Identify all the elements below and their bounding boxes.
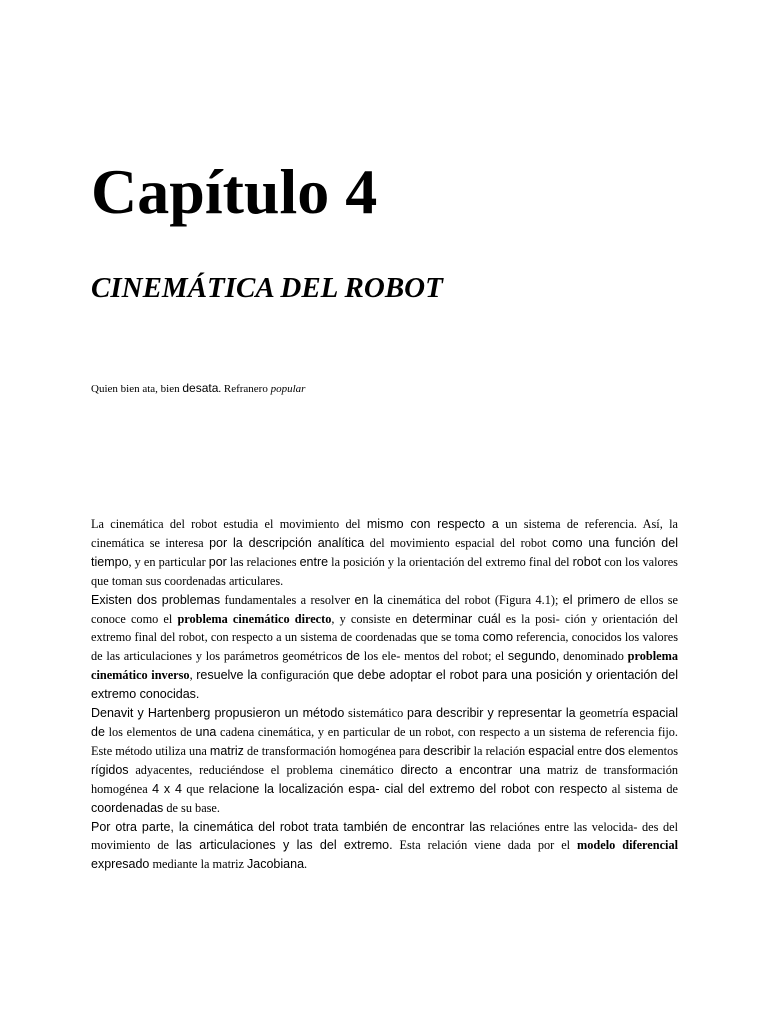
- text-run: determinar cuál: [412, 611, 501, 626]
- text-run: 4 x 4: [152, 781, 182, 796]
- paragraph-1: [91, 515, 678, 591]
- text-run: segundo,: [507, 649, 560, 664]
- text-run: matriz: [209, 743, 244, 758]
- text-run: la posición y la orientación del extremo final del: [328, 554, 573, 569]
- text-run: configuración: [257, 668, 333, 683]
- term-inverse-kinematics: problema cinemático inverso: [91, 649, 679, 683]
- text-run: relacione la localización espa- cial del extremo del robot con respecto: [208, 781, 608, 796]
- text-run: de ellos se conoce como el: [91, 592, 679, 626]
- epigraph: [91, 381, 305, 396]
- text-run: la relación: [470, 743, 529, 758]
- text-run: de su base.: [163, 800, 220, 815]
- text-run: , y en particular: [128, 554, 209, 569]
- text-run: robot: [572, 554, 602, 569]
- term-direct-kinematics: problema cinemático directo: [177, 611, 332, 626]
- text-run: en la: [354, 592, 383, 607]
- text-run: fundamentales a resolver: [220, 592, 355, 607]
- epigraph-text: Quien bien ata, bien: [91, 383, 183, 395]
- text-run: coordenadas: [91, 800, 164, 815]
- text-run: las relaciones: [226, 554, 300, 569]
- text-run: dos: [604, 743, 626, 758]
- text-run: como una función del tiempo: [91, 535, 678, 569]
- epigraph-source: popular: [270, 383, 306, 395]
- text-run: describir: [423, 743, 471, 758]
- text-run: espacial: [528, 743, 575, 758]
- text-run: sistemático: [344, 706, 408, 721]
- text-run: cadena cinemática, y en particular de un robot, con respecto a un sistema de referencia fijo. Este método utiliza una: [91, 724, 678, 758]
- text-run: dos problemas: [136, 592, 221, 607]
- text-run: como: [482, 630, 514, 645]
- text-run: de transformación homogénea para: [243, 743, 424, 758]
- text-run: Jacobiana: [247, 857, 305, 872]
- text-run: al sistema de: [607, 781, 678, 796]
- text-run: es la posi- ción y orientación del extremo final del robot, con respecto a un sistema de coordenadas que se toma: [91, 611, 678, 645]
- text-run: para describir y representar la: [407, 706, 576, 721]
- text-run: los ele- mentos del robot; el: [360, 649, 508, 664]
- paragraph-4: [91, 818, 678, 875]
- text-run: con los valores que toman sus coordenadas articulares.: [91, 554, 678, 588]
- text-run: mismo con respecto a: [366, 517, 499, 531]
- epigraph-text: . Refranero: [218, 383, 271, 395]
- paragraph-3: [91, 704, 678, 817]
- text-run: denominado: [559, 649, 628, 664]
- text-run: La cinemática del robot estudia el movimiento del: [91, 517, 367, 531]
- text-run: rígidos: [91, 762, 129, 777]
- text-run: que: [181, 781, 209, 796]
- body-text: [91, 515, 678, 874]
- epigraph-text: desata: [182, 381, 219, 395]
- chapter-subtitle: CINEMÁTICA DEL ROBOT: [91, 272, 443, 304]
- text-run: expresado: [91, 857, 150, 872]
- text-run: entre: [574, 743, 605, 758]
- text-run: Esta relación viene dada por el: [392, 838, 578, 853]
- text-run: los elementos de: [104, 724, 196, 739]
- text-run: matriz de transformación homogénea: [91, 762, 678, 796]
- text-run: por: [208, 554, 227, 569]
- chapter-title: Capítulo 4: [91, 156, 378, 227]
- text-run: relaciónes entre las velocida- des del movimiento de: [91, 819, 678, 853]
- text-run: espacial de: [91, 706, 678, 739]
- text-run: un sistema de referencia. Así, la cinemática se interesa: [91, 517, 678, 550]
- paragraph-2: [91, 591, 678, 704]
- text-run: Por otra parte, la cinemática del robot trata también de encontrar: [91, 819, 470, 834]
- text-run: que debe adoptar el robot para una posición y orientación del extremo conocidas.: [91, 668, 679, 702]
- text-run: de: [346, 649, 361, 664]
- term-differential-model: modelo diferencial: [577, 838, 679, 853]
- text-run: Existen: [91, 592, 137, 607]
- text-run: entre: [299, 554, 329, 569]
- text-run: las articulaciones y las del extremo.: [175, 838, 393, 853]
- text-run: el primero: [562, 592, 620, 607]
- text-run: , y consiste en: [331, 611, 413, 626]
- text-run: cinemática del robot (Figura 4.1);: [383, 592, 563, 607]
- text-run: elementos: [625, 743, 679, 758]
- text-run: del movimiento espacial del robot: [364, 535, 553, 550]
- text-run: geometría: [575, 706, 633, 721]
- text-run: mediante la matriz: [149, 857, 248, 872]
- text-run: por la descripción analítica: [209, 535, 365, 550]
- text-run: Denavit y Hartenberg propusieron un: [91, 706, 303, 721]
- text-run: una: [195, 724, 217, 739]
- text-run: referencia, conocidos los valores de las articulaciones y los parámetros geométricos: [91, 630, 678, 664]
- text-run: las: [469, 819, 486, 834]
- text-run: método: [302, 706, 345, 721]
- text-run: resuelve la: [196, 668, 258, 683]
- text-run: directo a encontrar una: [400, 762, 541, 777]
- text-run: .: [304, 857, 308, 872]
- text-run: ,: [189, 668, 197, 683]
- text-run: adyacentes, reduciéndose el problema cinemático: [128, 762, 401, 777]
